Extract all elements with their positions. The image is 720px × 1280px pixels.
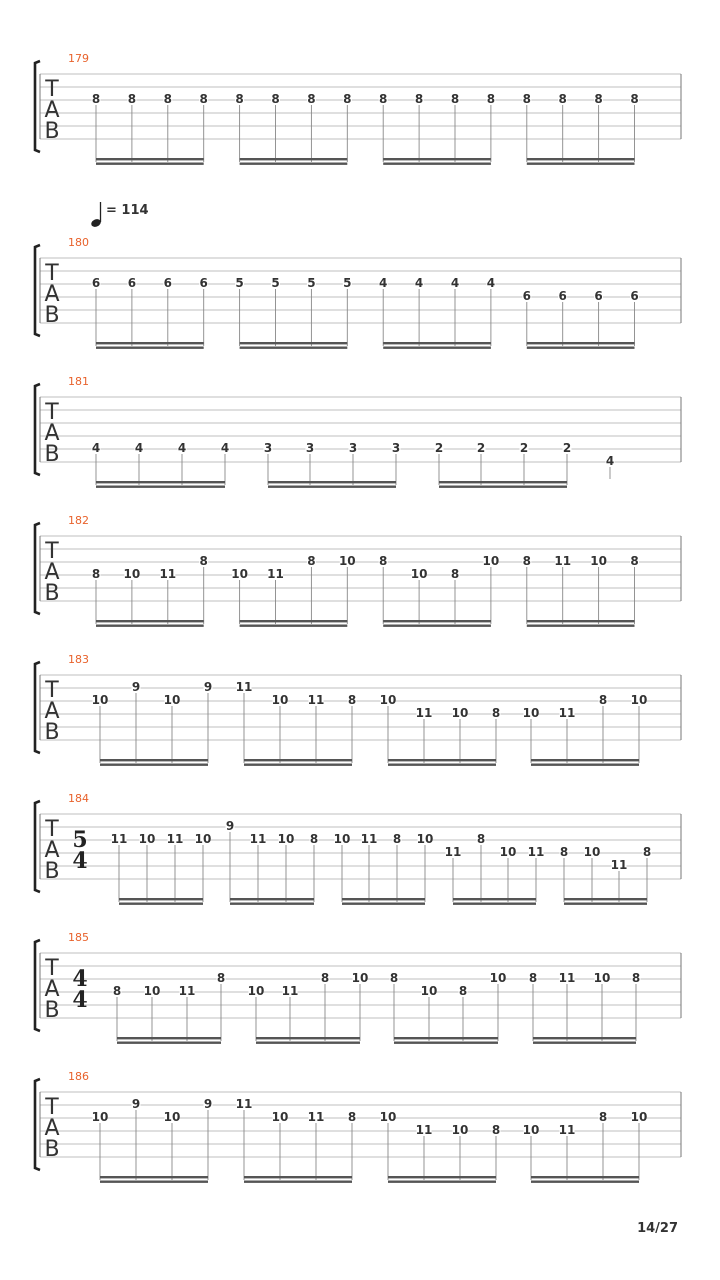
fret-number: 9 (225, 819, 235, 833)
fret-number: 9 (203, 680, 213, 694)
beam (564, 903, 647, 905)
fret-number: 4 (486, 276, 496, 290)
fret-number: 11 (558, 971, 576, 985)
fret-number: 8 (630, 92, 639, 106)
fret-number: 10 (482, 554, 500, 568)
beam (388, 759, 496, 761)
time-signature-digit: 4 (72, 848, 88, 874)
fret-number: 6 (127, 276, 137, 290)
tab-clef-letter: B (44, 303, 60, 328)
beam (100, 764, 208, 766)
fret-number: 8 (414, 92, 424, 106)
fret-number: 8 (631, 971, 641, 985)
fret-number: 6 (163, 276, 172, 290)
beam (268, 486, 396, 488)
fret-number: 11 (110, 832, 128, 846)
tab-clef-letter: T (45, 77, 59, 102)
fret-number: 3 (348, 441, 358, 455)
beam (439, 481, 567, 483)
beam (527, 625, 635, 627)
tab-clef-letter: B (44, 581, 60, 606)
fret-number: 10 (630, 1110, 648, 1124)
beam (96, 347, 204, 349)
fret-number: 10 (379, 1110, 397, 1124)
fret-number: 8 (450, 92, 460, 106)
tab-clef-letter: A (44, 421, 60, 446)
beam (531, 764, 639, 766)
fret-number: 8 (598, 693, 608, 707)
beam (240, 158, 348, 160)
beam (244, 1176, 352, 1178)
fret-number: 5 (235, 276, 244, 290)
beam (240, 625, 348, 627)
fret-number: 8 (491, 706, 501, 720)
fret-number: 8 (127, 92, 137, 106)
beam (453, 903, 536, 905)
fret-number: 10 (451, 706, 469, 720)
fret-number: 3 (391, 441, 401, 455)
fret-number: 6 (91, 276, 101, 290)
fret-number: 10 (333, 832, 351, 846)
fret-number: 11 (527, 845, 545, 859)
tab-clef-letter: T (45, 956, 59, 981)
fret-number: 10 (123, 567, 141, 581)
fret-number: 11 (281, 984, 299, 998)
beam (342, 903, 425, 905)
fret-number: 8 (379, 92, 388, 106)
tab-clef-letter: A (44, 977, 60, 1002)
fret-number: 11 (444, 845, 462, 859)
beam (244, 764, 352, 766)
fret-number: 8 (347, 1110, 357, 1124)
beam (240, 342, 348, 344)
fret-number: 4 (91, 441, 101, 455)
fret-number: 8 (522, 554, 531, 568)
fret-number: 11 (610, 858, 628, 872)
fret-number: 8 (347, 693, 357, 707)
fret-number: 8 (522, 92, 531, 106)
fret-number: 11 (267, 567, 284, 581)
fret-number: 8 (642, 845, 652, 859)
fret-number: 6 (558, 289, 567, 303)
system-bracket (35, 61, 40, 152)
fret-number: 11 (415, 1123, 433, 1137)
beam (256, 1037, 360, 1039)
beam (394, 1037, 498, 1039)
fret-number: 5 (307, 276, 316, 290)
beam (527, 620, 635, 622)
beam (96, 486, 225, 488)
fret-number: 11 (178, 984, 196, 998)
tab-system (35, 375, 681, 488)
fret-number: 10 (499, 845, 517, 859)
tab-system (35, 52, 681, 165)
fret-number: 11 (307, 1110, 325, 1124)
fret-number: 11 (415, 706, 433, 720)
fret-number: 11 (558, 706, 576, 720)
beam (244, 759, 352, 761)
beam (96, 625, 204, 627)
beam (383, 342, 491, 344)
tab-system (35, 514, 681, 627)
fret-number: 9 (203, 1097, 213, 1111)
fret-number: 8 (476, 832, 486, 846)
beam (119, 898, 203, 900)
fret-number: 10 (163, 693, 181, 707)
tab-clef-letter: B (44, 720, 60, 745)
beam (100, 1181, 208, 1183)
tab-clef-letter: A (44, 699, 60, 724)
beam (96, 342, 204, 344)
time-signature-digit: 4 (72, 966, 88, 992)
beam (527, 158, 635, 160)
fret-number: 11 (360, 832, 378, 846)
fret-number: 8 (559, 845, 569, 859)
beam (100, 1176, 208, 1178)
fret-number: 8 (163, 92, 172, 106)
fret-number: 8 (528, 971, 538, 985)
fret-number: 8 (343, 92, 352, 106)
tab-clef-letter: A (44, 560, 60, 585)
beam (256, 1042, 360, 1044)
fret-number: 8 (309, 832, 319, 846)
fret-number: 10 (522, 706, 540, 720)
tab-system (35, 653, 681, 766)
beam (383, 625, 491, 627)
fret-number: 3 (263, 441, 273, 455)
fret-number: 5 (343, 276, 352, 290)
beam (533, 1042, 636, 1044)
beam (342, 898, 425, 900)
beam (439, 486, 567, 488)
beam (383, 347, 491, 349)
fret-number: 10 (522, 1123, 540, 1137)
fret-number: 10 (338, 554, 356, 568)
tab-clef-letter: B (44, 1137, 60, 1162)
tempo-marking (90, 202, 149, 228)
fret-number: 9 (131, 680, 141, 694)
system-bracket (35, 523, 40, 614)
fret-number: 10 (451, 1123, 469, 1137)
fret-number: 8 (594, 92, 603, 106)
system-bracket (35, 662, 40, 753)
tab-system (35, 931, 681, 1044)
fret-number: 8 (558, 92, 567, 106)
fret-number: 8 (320, 971, 330, 985)
fret-number: 11 (159, 567, 177, 581)
fret-number: 10 (410, 567, 428, 581)
fret-number: 11 (249, 832, 267, 846)
beam (383, 163, 491, 165)
measure-number: 179 (68, 52, 89, 65)
tab-clef-letter: B (44, 998, 60, 1023)
fret-number: 10 (416, 832, 434, 846)
beam (531, 1176, 639, 1178)
beam (119, 903, 203, 905)
fret-number: 8 (91, 92, 101, 106)
fret-number: 4 (134, 441, 144, 455)
system-bracket (35, 245, 40, 336)
fret-number: 10 (271, 1110, 289, 1124)
beam (240, 163, 348, 165)
fret-number: 4 (220, 441, 230, 455)
fret-number: 6 (199, 276, 208, 290)
fret-number: 4 (450, 276, 460, 290)
fret-number: 11 (554, 554, 572, 568)
time-signature-digit: 5 (72, 827, 88, 853)
fret-number: 8 (379, 554, 388, 568)
beam (531, 1181, 639, 1183)
fret-number: 8 (271, 92, 280, 106)
tab-clef-letter: T (45, 817, 59, 842)
page-number: 14/27 (637, 1221, 678, 1236)
fret-number: 10 (351, 971, 369, 985)
beam (453, 898, 536, 900)
beam (527, 163, 635, 165)
fret-number: 10 (194, 832, 212, 846)
tempo-value: = 114 (106, 203, 149, 218)
fret-number: 2 (476, 441, 486, 455)
beam (117, 1042, 221, 1044)
fret-number: 4 (605, 454, 615, 468)
fret-number: 8 (598, 1110, 608, 1124)
tab-system (35, 236, 681, 349)
fret-number: 2 (434, 441, 444, 455)
tab-clef-letter: A (44, 838, 60, 863)
beam (96, 620, 204, 622)
fret-number: 8 (91, 567, 101, 581)
system-bracket (35, 384, 40, 475)
fret-number: 8 (450, 567, 460, 581)
measure-number: 180 (68, 236, 89, 249)
fret-number: 6 (522, 289, 531, 303)
beam (533, 1037, 636, 1039)
fret-number: 8 (199, 92, 208, 106)
system-bracket (35, 940, 40, 1031)
beam (388, 764, 496, 766)
beam (394, 1042, 498, 1044)
tab-clef-letter: T (45, 400, 59, 425)
fret-number: 10 (593, 971, 611, 985)
beam (240, 620, 348, 622)
fret-number: 4 (177, 441, 187, 455)
fret-number: 3 (305, 441, 315, 455)
tab-clef-letter: T (45, 539, 59, 564)
fret-number: 4 (379, 276, 388, 290)
beam (96, 158, 204, 160)
tab-clef-letter: T (45, 678, 59, 703)
beam (244, 1181, 352, 1183)
fret-number: 8 (630, 554, 639, 568)
fret-number: 8 (307, 92, 316, 106)
beam (564, 898, 647, 900)
fret-number: 11 (235, 680, 253, 694)
beam (117, 1037, 221, 1039)
beam (240, 347, 348, 349)
fret-number: 10 (91, 1110, 109, 1124)
fret-number: 6 (594, 289, 603, 303)
tab-clef-letter: T (45, 1095, 59, 1120)
fret-number: 8 (491, 1123, 501, 1137)
beam (230, 903, 314, 905)
fret-number: 8 (486, 92, 496, 106)
fret-number: 10 (420, 984, 438, 998)
tab-clef-letter: A (44, 282, 60, 307)
fret-number: 11 (307, 693, 325, 707)
system-bracket (35, 1079, 40, 1170)
fret-number: 8 (216, 971, 226, 985)
fret-number: 8 (112, 984, 122, 998)
fret-number: 10 (271, 693, 289, 707)
measure-number: 184 (68, 792, 89, 805)
fret-number: 10 (277, 832, 295, 846)
fret-number: 10 (91, 693, 109, 707)
fret-number: 11 (166, 832, 184, 846)
measure-number: 183 (68, 653, 89, 666)
measure-number: 186 (68, 1070, 89, 1083)
beam (268, 481, 396, 483)
fret-number: 8 (199, 554, 208, 568)
beam (383, 620, 491, 622)
fret-number: 6 (630, 289, 639, 303)
fret-number: 4 (414, 276, 424, 290)
tab-system (35, 1070, 681, 1183)
time-signature-digit: 4 (72, 987, 88, 1013)
beam (388, 1181, 496, 1183)
fret-number: 8 (389, 971, 399, 985)
tab-system (35, 792, 681, 905)
tab-clef-letter: B (44, 442, 60, 467)
fret-number: 10 (583, 845, 601, 859)
tab-clef-letter: T (45, 261, 59, 286)
beam (96, 481, 225, 483)
system-bracket (35, 801, 40, 892)
beam (230, 898, 314, 900)
measure-number: 185 (68, 931, 89, 944)
fret-number: 5 (271, 276, 280, 290)
beam (531, 759, 639, 761)
fret-number: 8 (458, 984, 468, 998)
beam (527, 342, 635, 344)
fret-number: 8 (235, 92, 244, 106)
beam (383, 158, 491, 160)
fret-number: 2 (562, 441, 572, 455)
fret-number: 8 (307, 554, 316, 568)
fret-number: 10 (138, 832, 156, 846)
fret-number: 10 (247, 984, 265, 998)
measure-number: 181 (68, 375, 89, 388)
fret-number: 10 (630, 693, 648, 707)
tab-clef-letter: B (44, 119, 60, 144)
tab-clef-letter: A (44, 98, 60, 123)
tab-clef-letter: A (44, 1116, 60, 1141)
fret-number: 10 (489, 971, 507, 985)
beam (388, 1176, 496, 1178)
fret-number: 11 (235, 1097, 253, 1111)
beam (96, 163, 204, 165)
fret-number: 9 (131, 1097, 141, 1111)
fret-number: 8 (392, 832, 402, 846)
beam (100, 759, 208, 761)
fret-number: 11 (558, 1123, 576, 1137)
fret-number: 10 (379, 693, 397, 707)
fret-number: 10 (590, 554, 607, 568)
fret-number: 10 (163, 1110, 181, 1124)
fret-number: 10 (143, 984, 161, 998)
tab-clef-letter: B (44, 859, 60, 884)
fret-number: 2 (519, 441, 529, 455)
fret-number: 10 (231, 567, 248, 581)
measure-number: 182 (68, 514, 89, 527)
beam (527, 347, 635, 349)
